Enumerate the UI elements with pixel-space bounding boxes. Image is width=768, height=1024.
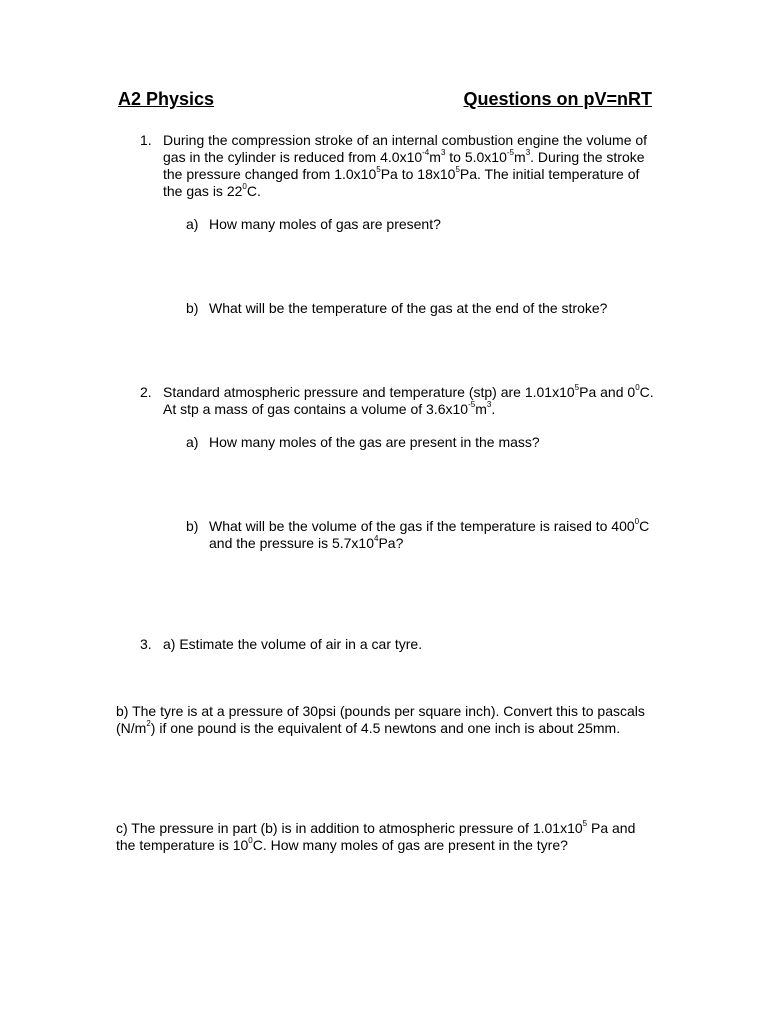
question-3c: c) The pressure in part (b) is in addition to atmospheric pressure of $1.01x10^5$ Pa and the temperature is $10^0C$. How many moles of gas are present in the tyre? (116, 819, 636, 853)
question-number: 3. (140, 636, 152, 652)
question-3b: b) The tyre is at a pressure of 30psi (pounds per square inch). Convert this to pascals $(N/m^2)$ if one pound is the equivalent of 4.5 newtons and one inch is about 25mm. (116, 703, 645, 736)
part-text: What will be the volume of the gas if the temperature is raised to $400^0C$ and the pressure is $5.7x10^4Pa$? (209, 517, 650, 551)
question-2a (186, 434, 656, 451)
question-1 (140, 132, 660, 200)
question-text: During the compression stroke of an internal combustion engine the volume of gas in the cylinder is reduced from $4.0x10^{-4}m^3$ to $5.0x10^{-5}m^3$. During the stroke the pressure changed from $1.0x10^5Pa$ to $18x10^5Pa$. The initial temperature of the gas is $22^0C$. (163, 132, 648, 199)
question-number: 1. (140, 132, 152, 148)
question-text: a) Estimate the volume of air in a car tyre. (163, 636, 423, 652)
part-text: How many moles of gas are present? (209, 216, 441, 232)
part-text: What will be the temperature of the gas at the end of the stroke? (209, 300, 608, 316)
page-title: A2 Physics (118, 89, 215, 109)
question-text: Standard atmospheric pressure and temperature (stp) are $1.01x10^5Pa$ and $0^0C$. At stp a mass of gas contains a volume of $3.6x10^{-5}m^3$. (163, 383, 654, 417)
part-letter: a) (186, 216, 199, 232)
part-text: How many moles of the gas are present in the mass? (209, 434, 540, 450)
part-letter: b) (186, 300, 199, 316)
question-2 (140, 384, 660, 418)
question-1b (186, 300, 666, 317)
question-2b (186, 518, 656, 552)
question-number: 2. (140, 384, 152, 400)
question-3 (140, 636, 660, 653)
part-letter: a) (186, 434, 199, 450)
part-letter: b) (186, 518, 199, 534)
page-subtitle: Questions on pV=nRT (463, 89, 652, 109)
question-1a (186, 216, 656, 233)
